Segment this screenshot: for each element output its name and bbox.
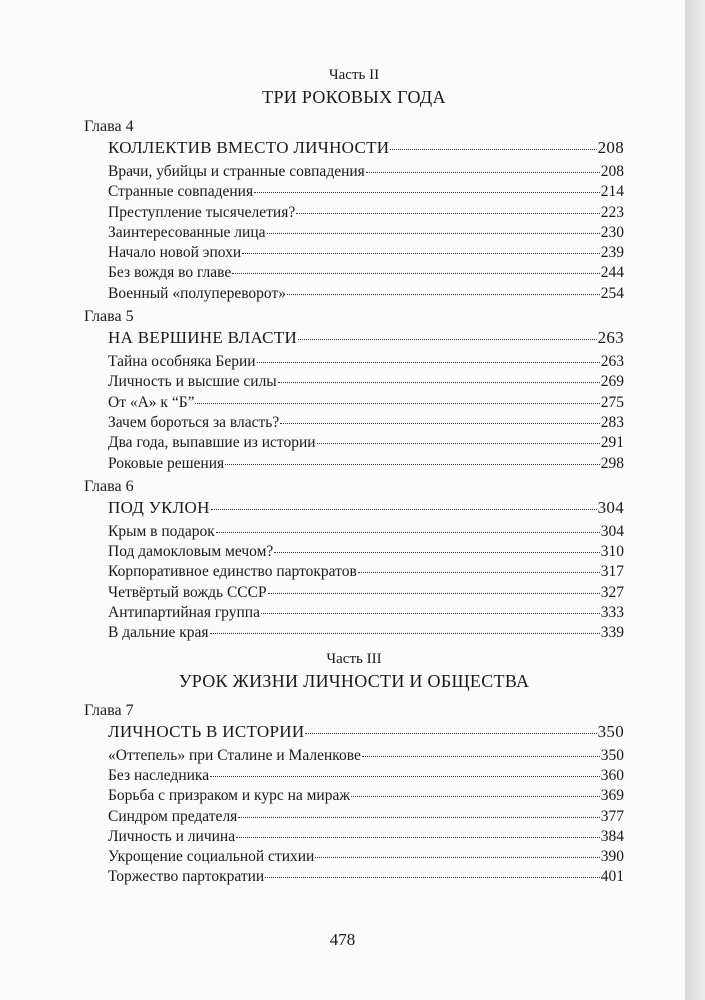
chapter-title-row [84, 326, 624, 350]
section-title: Четвёртый вождь СССР [108, 583, 267, 601]
chapter-title-row [84, 136, 624, 160]
section-title: Без наследника [108, 766, 210, 784]
section-title: Странные совпадения [108, 183, 254, 201]
dot-leader [390, 149, 596, 150]
dot-leader [216, 532, 600, 533]
section-row [84, 454, 624, 474]
dot-leader [236, 837, 600, 838]
section-row [84, 203, 624, 223]
page-ref: 291 [600, 434, 624, 452]
chapter-title: КОЛЛЕКТИВ ВМЕСТО ЛИЧНОСТИ [108, 138, 390, 157]
page-ref: 298 [600, 454, 624, 472]
chapter-title: ЛИЧНОСТЬ В ИСТОРИИ [108, 721, 305, 741]
chapter-block [84, 118, 624, 304]
section-row [84, 827, 624, 847]
page-ref: 350 [597, 721, 624, 741]
section-title: Военный «полупереворот» [108, 284, 286, 302]
chapter-label: Глава 7 [84, 701, 134, 719]
dot-leader [278, 382, 600, 383]
section-row [84, 583, 624, 603]
page-ref: 230 [600, 223, 624, 241]
page-ref: 208 [597, 138, 624, 157]
section-row [84, 223, 624, 243]
section-title: Укрощение социальной стихии [108, 848, 315, 866]
page-ref: 317 [600, 563, 624, 581]
page-ref: 275 [600, 393, 624, 411]
section-row [84, 562, 624, 582]
dot-leader [351, 796, 600, 797]
section-row [84, 786, 624, 806]
page-ref: 263 [600, 353, 624, 371]
dot-leader [362, 756, 600, 757]
page-ref: 269 [600, 373, 624, 391]
dot-leader [296, 213, 600, 214]
page-ref: 304 [600, 522, 624, 540]
section-title: Без вождя во главе [108, 264, 232, 282]
section-title: Тайна особняка Берии [108, 353, 256, 371]
chapter-label: Глава 4 [84, 118, 134, 135]
page-ref: 360 [600, 766, 624, 784]
section-title: Два года, выпавшие из истории [108, 434, 316, 452]
dot-leader [211, 509, 597, 510]
section-title: Личность и высшие силы [108, 373, 277, 391]
dot-leader [257, 362, 600, 363]
section-title: Синдром предателя [108, 807, 238, 825]
section-title: От «А» к “Б” [108, 393, 195, 411]
section-row [84, 603, 624, 623]
page-ref: 377 [600, 807, 624, 825]
section-title: Торжество партократии [108, 868, 265, 886]
page-ref: 310 [600, 543, 624, 561]
section-row [84, 372, 624, 392]
chapter-label: Глава 6 [84, 477, 134, 495]
section-row [84, 162, 624, 182]
part-title: УРОК ЖИЗНИ ЛИЧНОСТИ И ОБЩЕСТВА [178, 670, 530, 691]
section-row [84, 393, 624, 413]
dot-leader [267, 233, 600, 234]
section-row [84, 746, 624, 766]
section-title: Роковые решения [108, 454, 225, 472]
page-ref: 369 [600, 787, 624, 805]
section-row [84, 623, 624, 643]
section-title: В дальние края [108, 624, 209, 642]
page-ref: 208 [600, 163, 624, 180]
page-ref: 304 [597, 497, 624, 517]
section-row [84, 284, 624, 304]
dot-leader [274, 552, 599, 553]
chapter-title-row [84, 720, 624, 744]
chapter-title-row [84, 496, 624, 520]
dot-leader [265, 877, 600, 878]
section-title: Начало новой эпохи [108, 244, 242, 262]
page-ref: 283 [600, 413, 624, 431]
page-ref: 327 [600, 583, 624, 601]
section-title: Зачем бороться за власть? [108, 413, 280, 431]
section-row [84, 847, 624, 867]
dot-leader [238, 817, 599, 818]
dot-leader [261, 613, 600, 614]
page-ref: 223 [600, 203, 624, 221]
part-label: Часть II [328, 67, 380, 83]
section-row [84, 807, 624, 827]
dot-leader [287, 294, 600, 295]
section-row [84, 433, 624, 453]
page-ref: 401 [600, 868, 624, 886]
section-row [84, 867, 624, 887]
page-edge [685, 0, 705, 1000]
section-title: Врачи, убийцы и странные совпадения [108, 163, 365, 180]
chapter-block [84, 702, 624, 888]
chapter-label: Глава 5 [84, 308, 134, 326]
chapter-title: НА ВЕРШИНЕ ВЛАСТИ [108, 328, 298, 348]
page-number: 478 [329, 930, 356, 949]
chapter-title: ПОД УКЛОН [108, 497, 210, 517]
page-ref: 350 [600, 746, 624, 764]
section-title: Антипартийная группа [108, 604, 260, 622]
page-ref: 384 [600, 827, 624, 845]
dot-leader [210, 776, 600, 777]
section-row [84, 413, 624, 433]
section-title: Крым в подарок [108, 522, 215, 540]
section-title: «Оттепель» при Сталине и Маленкове [108, 746, 361, 764]
page-ref: 263 [597, 328, 624, 348]
dot-leader [210, 633, 600, 634]
dot-leader [366, 172, 600, 173]
page-ref: 239 [600, 244, 624, 262]
chapter-block [84, 308, 624, 474]
page-ref: 244 [600, 264, 624, 282]
page-ref: 214 [600, 183, 624, 201]
dot-leader [317, 443, 600, 444]
chapter-block [84, 478, 624, 644]
dot-leader [298, 339, 597, 340]
dot-leader [225, 464, 600, 465]
section-row [84, 766, 624, 786]
dot-leader [358, 572, 600, 573]
dot-leader [268, 593, 600, 594]
section-title: Личность и личина [108, 827, 236, 845]
dot-leader [305, 733, 596, 734]
page-ref: 339 [600, 624, 624, 642]
section-row [84, 263, 624, 283]
section-title: Борьба с призраком и курс на мираж [108, 787, 351, 805]
part-block [84, 650, 624, 888]
part-label: Часть III [326, 650, 382, 667]
dot-leader [242, 253, 600, 254]
page-ref: 254 [600, 284, 624, 302]
dot-leader [195, 403, 599, 404]
section-title: Преступление тысячелетия? [108, 203, 296, 221]
section-row [84, 243, 624, 263]
dot-leader [280, 423, 600, 424]
dot-leader [254, 192, 600, 193]
page-ref: 390 [600, 848, 624, 866]
section-title: Заинтересованные лица [108, 223, 266, 241]
section-row [84, 522, 624, 542]
section-row [84, 182, 624, 202]
section-title: Корпоративное единство партократов [108, 563, 357, 581]
part-title: ТРИ РОКОВЫХ ГОДА [262, 87, 446, 107]
dot-leader [232, 273, 599, 274]
dot-leader [315, 857, 599, 858]
table-of-contents [84, 66, 624, 892]
section-row [84, 542, 624, 562]
section-title: Под дамокловым мечом? [108, 543, 274, 561]
part-block [84, 66, 624, 644]
section-row [84, 352, 624, 372]
page-ref: 333 [600, 604, 624, 622]
